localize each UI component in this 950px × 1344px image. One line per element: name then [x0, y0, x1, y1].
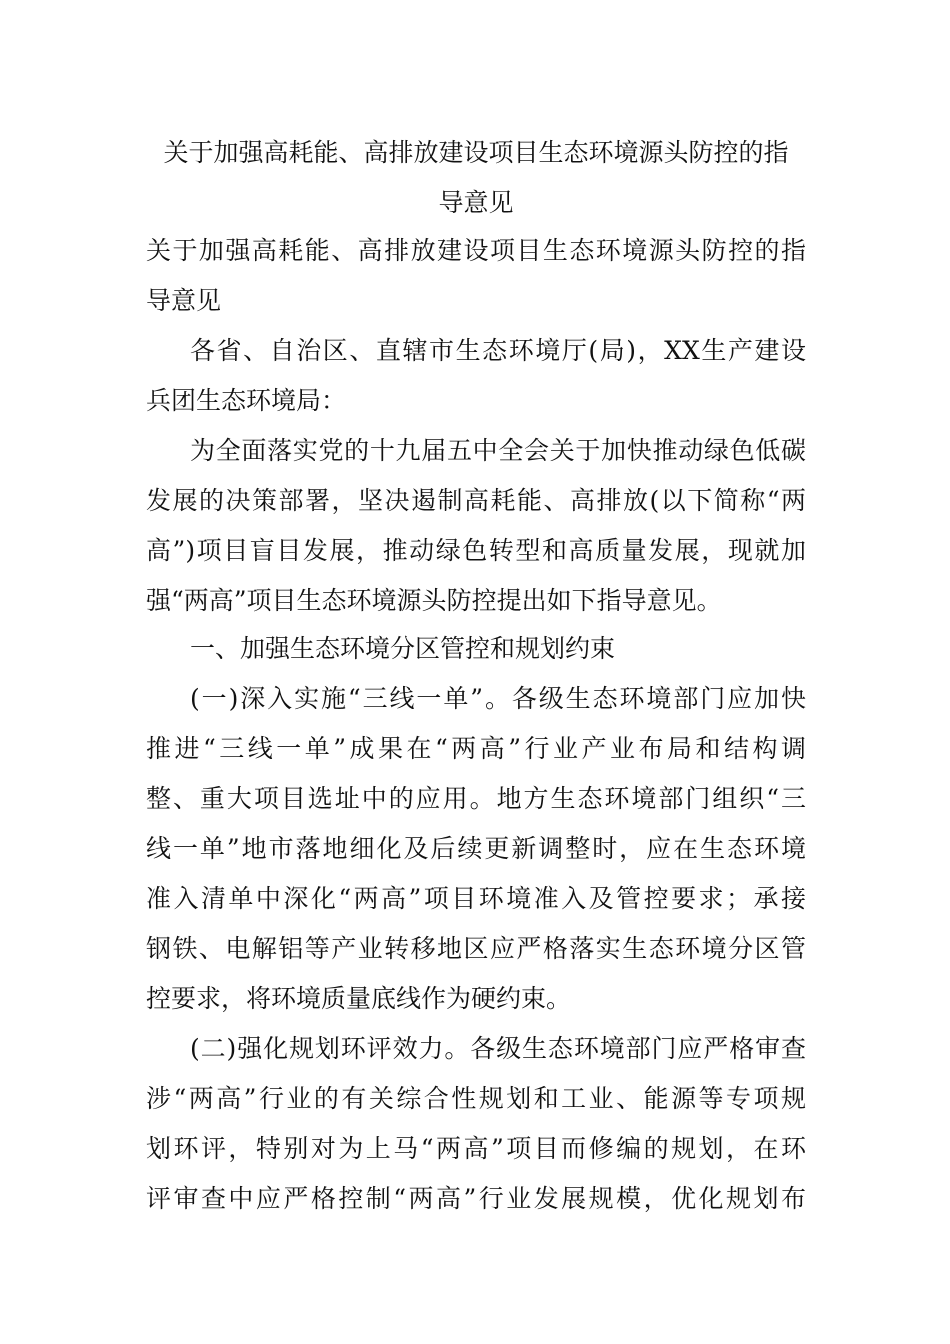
salutation-line-2: 兵团生态环境局：	[146, 386, 347, 415]
intro-paragraph	[146, 426, 806, 626]
item-2-line-2: 涉“两高”行业的有关综合性规划和工业、能源等专项规	[146, 1084, 806, 1113]
item-1-line-6: 钢铁、电解铝等产业转移地区应严格落实生态环境分区管	[146, 934, 806, 963]
section-1-heading	[146, 624, 806, 674]
subtitle-line-2: 导意见	[146, 286, 222, 315]
intro-line-4: 强“两高”项目生态环境源头防控提出如下指导意见。	[146, 586, 722, 615]
document-subtitle	[146, 226, 806, 326]
heading-line-1: 关于加强高耗能、高排放建设项目生态环境源头防控的指	[163, 138, 789, 167]
item-2-line-4: 评审查中应严格控制“两高”行业发展规模，优化规划布	[146, 1184, 806, 1213]
intro-line-3: 高”)项目盲目发展，推动绿色转型和高质量发展，现就加	[146, 536, 806, 565]
item-2-line-3: 划环评，特别对为上马“两高”项目而修编的规划，在环	[146, 1134, 806, 1163]
intro-line-1: 为全面落实党的十九届五中全会关于加快推动绿色低碳	[190, 436, 806, 465]
item-1-line-1: (一)深入实施“三线一单”。各级生态环境部门应加快	[190, 684, 806, 713]
salutation-paragraph	[146, 326, 806, 426]
item-1-line-7: 控要求，将环境质量底线作为硬约束。	[146, 984, 572, 1013]
item-2-paragraph	[146, 1024, 806, 1224]
item-1-line-3: 整、重大项目选址中的应用。地方生态环境部门组织“三	[146, 784, 806, 813]
subtitle-line-1: 关于加强高耗能、高排放建设项目生态环境源头防控的指	[146, 236, 806, 265]
document-heading	[146, 128, 806, 228]
item-1-line-4: 线一单”地市落地细化及后续更新调整时，应在生态环境	[146, 834, 806, 863]
item-1-line-2: 推进“三线一单”成果在“两高”行业产业布局和结构调	[146, 734, 806, 763]
section-1-heading-text: 一、加强生态环境分区管控和规划约束	[190, 634, 616, 663]
heading-line-2: 导意见	[438, 188, 514, 217]
item-1-line-5: 准入清单中深化“两高”项目环境准入及管控要求；承接	[146, 884, 806, 913]
salutation-line-1: 各省、自治区、直辖市生态环境厅(局)，XX生产建设	[190, 336, 806, 365]
item-2-line-1: (二)强化规划环评效力。各级生态环境部门应严格审查	[190, 1034, 806, 1063]
item-1-paragraph	[146, 674, 806, 1024]
intro-line-2: 发展的决策部署，坚决遏制高耗能、高排放(以下简称“两	[146, 486, 806, 515]
